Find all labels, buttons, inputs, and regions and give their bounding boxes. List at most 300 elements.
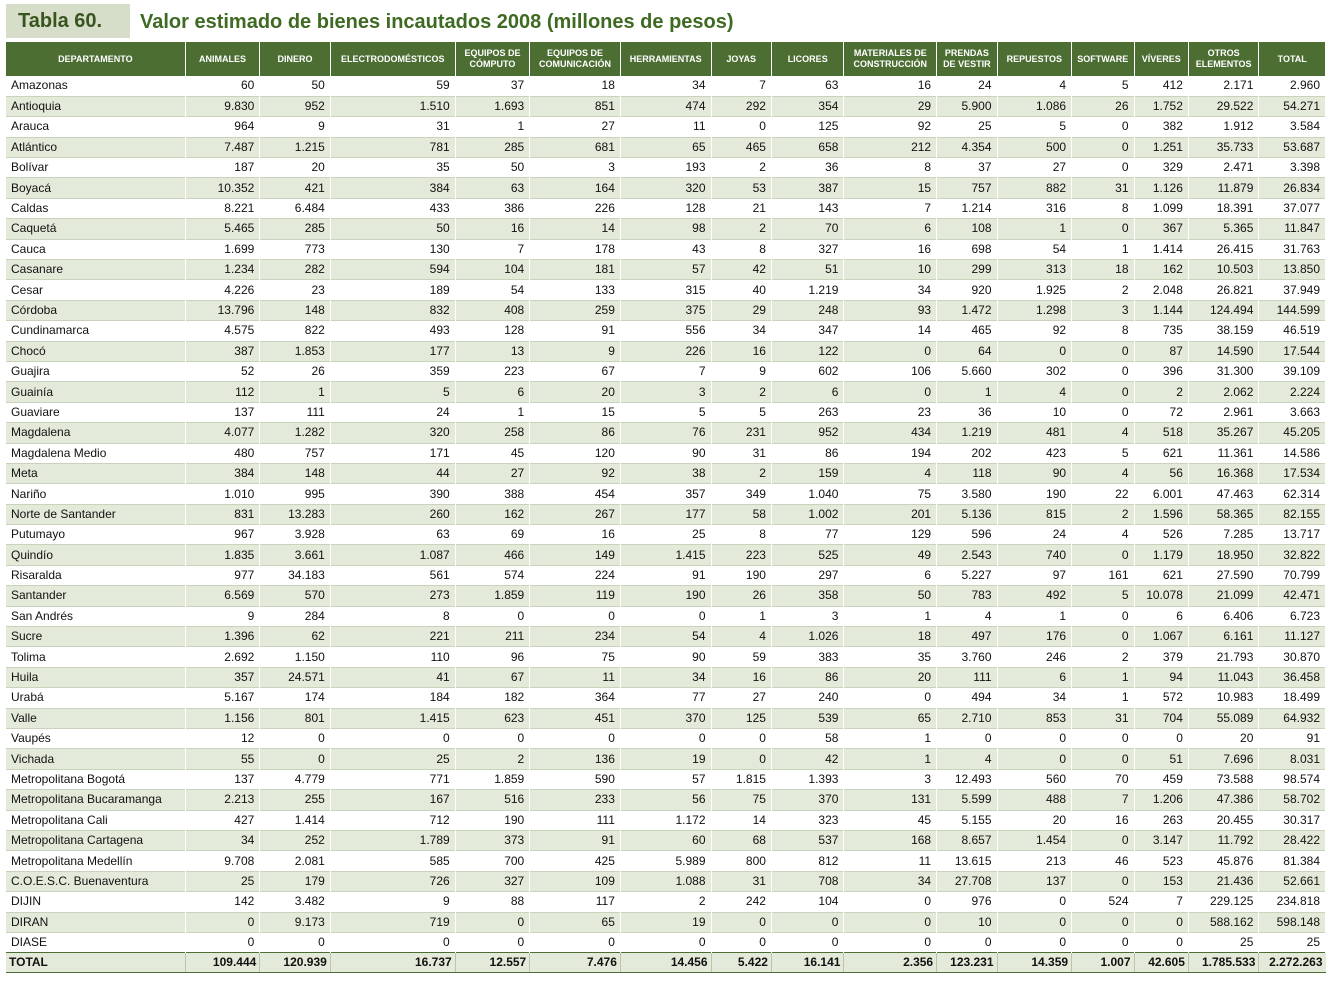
value-cell: 29.522 [1188,96,1259,116]
value-cell: 26.415 [1188,239,1259,259]
value-cell: 1.472 [937,300,997,320]
value-cell: 698 [937,239,997,259]
value-cell: 190 [620,586,711,606]
value-cell: 45.876 [1188,851,1259,871]
value-cell: 81.384 [1259,851,1326,871]
value-cell: 2.471 [1188,158,1259,178]
total-cell: 109.444 [185,953,260,973]
value-cell: 189 [330,280,455,300]
value-cell: 63 [455,178,530,198]
value-cell: 98.574 [1259,769,1326,789]
value-cell: 1 [455,117,530,137]
value-cell: 229.125 [1188,892,1259,912]
value-cell: 1.282 [260,423,331,443]
table-row [6,96,1326,116]
value-cell: 357 [620,484,711,504]
value-cell: 3.147 [1134,830,1188,850]
value-cell: 964 [185,117,260,137]
column-header-line: COMUNICACIÓN [539,59,612,69]
value-cell: 55.089 [1188,708,1259,728]
value-cell: 492 [997,586,1072,606]
value-cell: 481 [997,423,1072,443]
value-cell: 75 [844,484,937,504]
table-row [6,586,1326,606]
value-cell: 952 [771,423,844,443]
table-row [6,729,1326,749]
value-cell: 0 [1134,912,1188,932]
value-cell: 90 [620,647,711,667]
value-cell: 31.300 [1188,361,1259,381]
value-cell: 58.702 [1259,790,1326,810]
value-cell: 27 [997,158,1072,178]
value-cell: 16 [455,219,530,239]
value-cell: 11.847 [1259,219,1326,239]
table-title-bar [0,0,1331,42]
value-cell: 384 [185,463,260,483]
value-cell: 120 [530,443,621,463]
value-cell: 5.660 [937,361,997,381]
value-cell: 0 [330,932,455,952]
value-cell: 4 [937,606,997,626]
value-cell: 16 [1072,810,1134,830]
column-header-line: TOTAL [1277,53,1307,64]
total-cell: 123.231 [937,953,997,973]
total-cell: 42.605 [1134,953,1188,973]
value-cell: 2 [1134,382,1188,402]
value-cell: 1.393 [771,769,844,789]
value-cell: 38 [620,463,711,483]
value-cell: 4 [844,463,937,483]
value-cell: 4.575 [185,321,260,341]
value-cell: 91 [1259,729,1326,749]
value-cell: 10.078 [1134,586,1188,606]
value-cell: 161 [1072,565,1134,585]
value-cell: 285 [260,219,331,239]
value-cell: 493 [330,321,455,341]
value-cell: 38.159 [1188,321,1259,341]
value-cell: 13.283 [260,504,331,524]
value-cell: 3 [620,382,711,402]
value-cell: 5.989 [620,851,711,871]
value-cell: 96 [455,647,530,667]
value-cell: 86 [771,667,844,687]
value-cell: 0 [1072,606,1134,626]
value-cell: 0 [844,892,937,912]
value-cell: 299 [937,260,997,280]
value-cell: 31 [711,443,771,463]
value-cell: 21 [711,198,771,218]
total-cell: 14.359 [997,953,1072,973]
table-title: Valor estimado de bienes incautados 2008 (millones de pesos) [140,11,734,33]
value-cell: 11 [844,851,937,871]
value-cell: 5 [1072,586,1134,606]
value-cell: 4.077 [185,423,260,443]
value-cell: 190 [711,565,771,585]
value-cell: 176 [997,627,1072,647]
department-cell: Cesar [6,280,185,300]
value-cell: 7.487 [185,137,260,157]
value-cell: 34 [620,667,711,687]
value-cell: 0 [711,117,771,137]
value-cell: 1.219 [771,280,844,300]
value-cell: 40 [711,280,771,300]
value-cell: 1.415 [620,545,711,565]
table-row [6,851,1326,871]
value-cell: 34 [844,280,937,300]
table-row [6,239,1326,259]
value-cell: 526 [1134,525,1188,545]
value-cell: 421 [260,178,331,198]
value-cell: 5 [330,382,455,402]
value-cell: 18 [1072,260,1134,280]
value-cell: 1.414 [1134,239,1188,259]
value-cell: 93 [844,300,937,320]
value-cell: 24 [330,402,455,422]
value-cell: 162 [1134,260,1188,280]
value-cell: 1.699 [185,239,260,259]
value-cell: 375 [620,300,711,320]
value-cell: 497 [937,627,997,647]
table-row [6,504,1326,524]
value-cell: 0 [997,729,1072,749]
total-cell: 5.422 [711,953,771,973]
value-cell: 142 [185,892,260,912]
value-cell: 55 [185,749,260,769]
value-cell: 316 [997,198,1072,218]
value-cell: 168 [844,830,937,850]
value-cell: 1.214 [937,198,997,218]
column-header-line: EQUIPOS DE [464,48,521,58]
value-cell: 0 [711,932,771,952]
value-cell: 1 [844,749,937,769]
value-cell: 0 [844,912,937,932]
value-cell: 91 [530,321,621,341]
table-row [6,300,1326,320]
value-cell: 106 [844,361,937,381]
value-cell: 14.586 [1259,443,1326,463]
value-cell: 621 [1134,443,1188,463]
value-cell: 28.422 [1259,830,1326,850]
value-cell: 0 [530,606,621,626]
value-cell: 63 [771,76,844,96]
value-cell: 658 [771,137,844,157]
value-cell: 7.285 [1188,525,1259,545]
value-cell: 70 [1072,769,1134,789]
value-cell: 11.792 [1188,830,1259,850]
value-cell: 137 [997,871,1072,891]
table-row [6,525,1326,545]
value-cell: 1.815 [711,769,771,789]
value-cell: 68 [711,830,771,850]
value-cell: 162 [455,504,530,524]
value-cell: 6 [1134,606,1188,626]
table-row [6,484,1326,504]
value-cell: 179 [260,871,331,891]
value-cell: 0 [997,932,1072,952]
value-cell: 12.493 [937,769,997,789]
column-header-line: LICORES [787,53,828,64]
value-cell: 30.317 [1259,810,1326,830]
value-cell: 16 [711,667,771,687]
value-cell: 86 [530,423,621,443]
total-cell: 16.141 [771,953,844,973]
value-cell: 14 [844,321,937,341]
value-cell: 35 [330,158,455,178]
value-cell: 50 [455,158,530,178]
value-cell: 193 [620,158,711,178]
value-cell: 952 [260,96,331,116]
value-cell: 3.928 [260,525,331,545]
value-cell: 117 [530,892,621,912]
table-row [6,810,1326,830]
value-cell: 488 [997,790,1072,810]
value-cell: 13 [455,341,530,361]
value-cell: 1.144 [1134,300,1188,320]
value-cell: 136 [530,749,621,769]
column-header-line: PRENDAS [944,48,989,58]
value-cell: 359 [330,361,455,381]
value-cell: 24.571 [260,667,331,687]
value-cell: 50 [330,219,455,239]
value-cell: 37.949 [1259,280,1326,300]
value-cell: 977 [185,565,260,585]
value-cell: 1.126 [1134,178,1188,198]
value-cell: 72 [1134,402,1188,422]
column-header [1134,42,1188,76]
department-cell: Cundinamarca [6,321,185,341]
value-cell: 11.361 [1188,443,1259,463]
department-cell: Metropolitana Cali [6,810,185,830]
table-row [6,545,1326,565]
table-row [6,871,1326,891]
value-cell: 213 [997,851,1072,871]
value-cell: 516 [455,790,530,810]
value-cell: 9 [185,606,260,626]
value-cell: 0 [620,932,711,952]
value-cell: 39.109 [1259,361,1326,381]
value-cell: 1.002 [771,504,844,524]
value-cell: 1.912 [1188,117,1259,137]
value-cell: 9.830 [185,96,260,116]
value-cell: 1.010 [185,484,260,504]
value-cell: 1.215 [260,137,331,157]
value-cell: 2 [620,892,711,912]
value-cell: 42 [711,260,771,280]
value-cell: 130 [330,239,455,259]
value-cell: 240 [771,688,844,708]
value-cell: 35 [844,647,937,667]
value-cell: 9 [260,117,331,137]
value-cell: 7 [711,76,771,96]
value-cell: 524 [1072,892,1134,912]
value-cell: 263 [1134,810,1188,830]
department-cell: Urabá [6,688,185,708]
value-cell: 0 [1072,627,1134,647]
value-cell: 29 [711,300,771,320]
value-cell: 920 [937,280,997,300]
column-header [260,42,331,76]
column-header [1188,42,1259,76]
value-cell: 224 [530,565,621,585]
department-cell: Atlántico [6,137,185,157]
value-cell: 358 [771,586,844,606]
department-cell: Casanare [6,260,185,280]
value-cell: 0 [620,729,711,749]
table-row [6,341,1326,361]
value-cell: 90 [620,443,711,463]
column-header-line: HERRAMIENTAS [629,53,702,64]
value-cell: 388 [455,484,530,504]
value-cell: 42.471 [1259,586,1326,606]
value-cell: 177 [330,341,455,361]
value-cell: 1 [455,402,530,422]
table-row [6,892,1326,912]
value-cell: 347 [771,321,844,341]
value-cell: 783 [937,586,997,606]
value-cell: 98 [620,219,711,239]
value-cell: 27 [455,463,530,483]
value-cell: 9 [530,341,621,361]
value-cell: 967 [185,525,260,545]
value-cell: 6.161 [1188,627,1259,647]
column-header-line: CONSTRUCCIÓN [853,59,928,69]
value-cell: 8 [1072,321,1134,341]
column-header [620,42,711,76]
value-cell: 500 [997,137,1072,157]
department-cell: Arauca [6,117,185,137]
total-cell: 16.737 [330,953,455,973]
value-cell: 92 [997,321,1072,341]
value-cell: 1.853 [260,341,331,361]
value-cell: 8 [844,158,937,178]
value-cell: 65 [530,912,621,932]
value-cell: 86 [771,443,844,463]
value-cell: 8.031 [1259,749,1326,769]
value-cell: 14 [711,810,771,830]
department-cell: Metropolitana Cartagena [6,830,185,850]
department-cell: Bolívar [6,158,185,178]
value-cell: 370 [771,790,844,810]
value-cell: 0 [711,729,771,749]
value-cell: 149 [530,545,621,565]
column-header [530,42,621,76]
department-cell: Santander [6,586,185,606]
value-cell: 56 [620,790,711,810]
value-cell: 58 [771,729,844,749]
table-row [6,158,1326,178]
department-cell: Nariño [6,484,185,504]
value-cell: 0 [1072,749,1134,769]
value-cell: 62 [260,627,331,647]
value-cell: 53 [711,178,771,198]
value-cell: 4 [997,76,1072,96]
total-row [6,953,1326,973]
value-cell: 572 [1134,688,1188,708]
department-cell: Córdoba [6,300,185,320]
value-cell: 10.352 [185,178,260,198]
value-cell: 7.696 [1188,749,1259,769]
value-cell: 64 [937,341,997,361]
value-cell: 6.723 [1259,606,1326,626]
value-cell: 5.136 [937,504,997,524]
value-cell: 851 [530,96,621,116]
column-header [844,42,937,76]
table-row [6,260,1326,280]
value-cell: 221 [330,627,455,647]
value-cell: 0 [844,382,937,402]
department-cell: Guaviare [6,402,185,422]
value-cell: 90 [997,463,1072,483]
value-cell: 153 [1134,871,1188,891]
value-cell: 357 [185,667,260,687]
value-cell: 451 [530,708,621,728]
value-cell: 87 [1134,341,1188,361]
value-cell: 24 [937,76,997,96]
value-cell: 0 [455,606,530,626]
department-cell: Chocó [6,341,185,361]
value-cell: 719 [330,912,455,932]
value-cell: 20.455 [1188,810,1259,830]
value-cell: 73.588 [1188,769,1259,789]
value-cell: 182 [455,688,530,708]
value-cell: 1.789 [330,830,455,850]
value-cell: 58.365 [1188,504,1259,524]
value-cell: 7 [455,239,530,259]
value-cell: 25 [1188,932,1259,952]
value-cell: 4 [1072,525,1134,545]
value-cell: 47.463 [1188,484,1259,504]
table-row [6,912,1326,932]
department-cell: Cauca [6,239,185,259]
table-header [6,42,1326,76]
value-cell: 0 [1072,729,1134,749]
column-header [330,42,455,76]
value-cell: 45 [455,443,530,463]
value-cell: 0 [1072,912,1134,932]
value-cell: 7 [620,361,711,381]
value-cell: 408 [455,300,530,320]
seized-goods-table [6,42,1326,973]
value-cell: 801 [260,708,331,728]
value-cell: 1.088 [620,871,711,891]
value-cell: 42 [771,749,844,769]
value-cell: 60 [620,830,711,850]
value-cell: 1 [260,382,331,402]
value-cell: 4 [1072,463,1134,483]
value-cell: 69 [455,525,530,545]
value-cell: 11 [620,117,711,137]
value-cell: 1.234 [185,260,260,280]
table-number: Tabla 60. [6,4,130,38]
value-cell: 1.067 [1134,627,1188,647]
department-cell: Magdalena Medio [6,443,185,463]
value-cell: 2 [455,749,530,769]
value-cell: 423 [997,443,1072,463]
value-cell: 52 [185,361,260,381]
value-cell: 25 [1259,932,1326,952]
column-header [997,42,1072,76]
value-cell: 77 [620,688,711,708]
value-cell: 31 [1072,708,1134,728]
value-cell: 20 [530,382,621,402]
column-header-line: DEPARTAMENTO [58,53,133,64]
value-cell: 0 [844,341,937,361]
table-row [6,830,1326,850]
value-cell: 25 [330,749,455,769]
value-cell: 223 [455,361,530,381]
value-cell: 260 [330,504,455,524]
department-cell: Valle [6,708,185,728]
